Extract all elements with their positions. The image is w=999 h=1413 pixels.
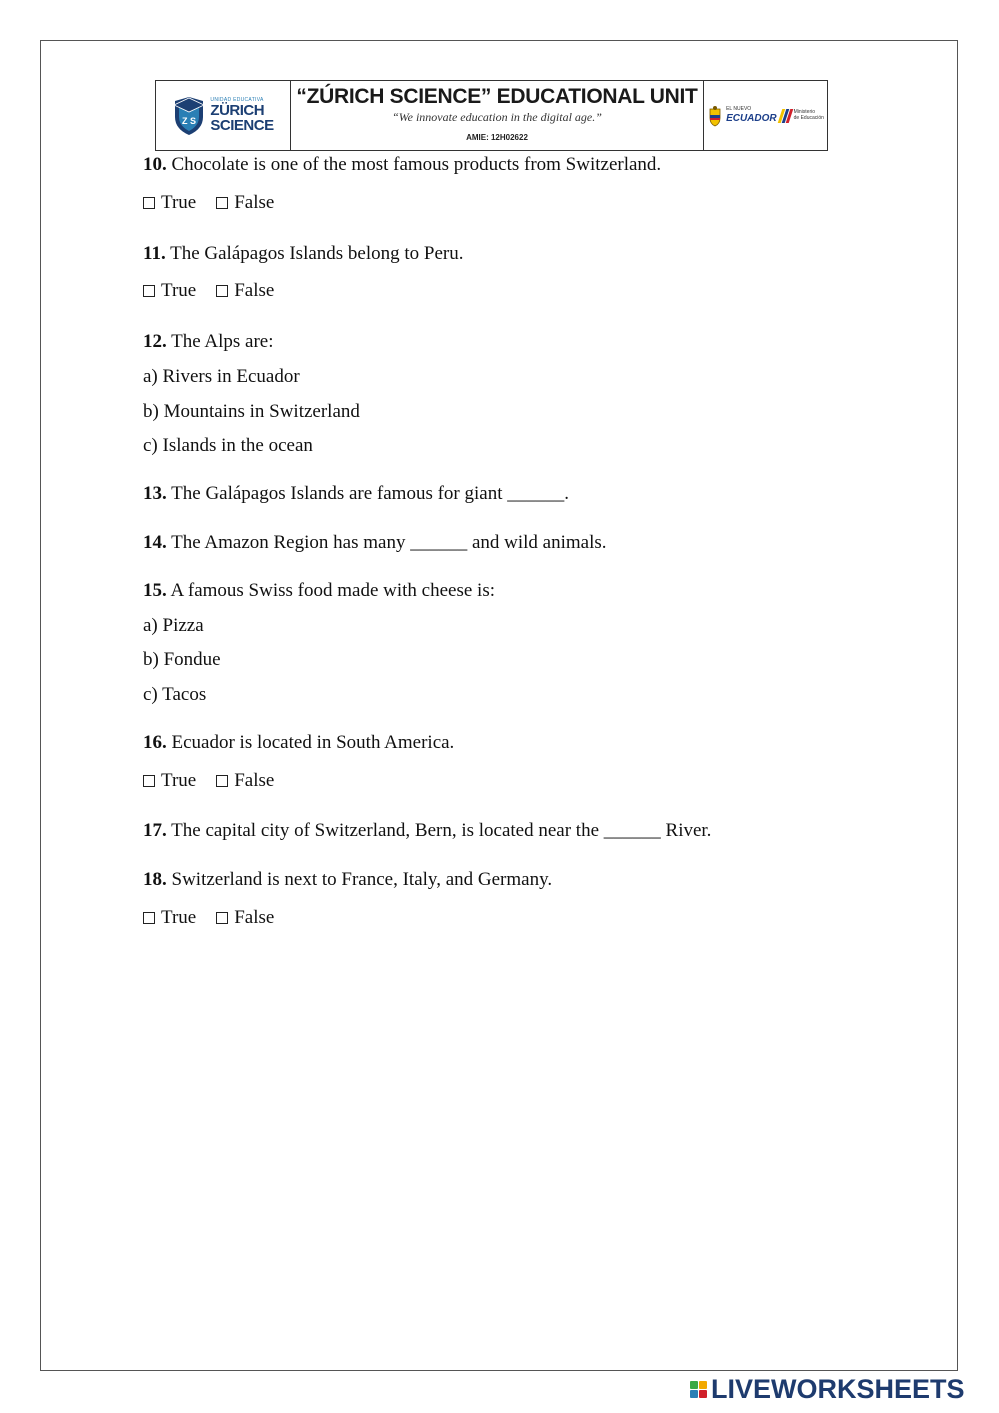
choice-15c[interactable]: c) Tacos	[143, 684, 207, 705]
false-checkbox[interactable]	[216, 285, 228, 297]
question-13	[143, 483, 569, 505]
question-text: The Galápagos Islands are famous for giant ______.	[166, 483, 569, 504]
ecuador-text: ECUADOR	[726, 112, 777, 124]
question-number: 18.	[143, 869, 167, 890]
false-checkbox[interactable]	[216, 197, 228, 209]
school-amie: AMIE: 12H02622	[466, 133, 528, 142]
ministry-logo	[704, 81, 827, 150]
question-11	[143, 243, 464, 265]
true-checkbox[interactable]	[143, 197, 155, 209]
question-text: Chocolate is one of the most famous products from Switzerland.	[166, 154, 662, 175]
option-label: False	[234, 192, 275, 213]
question-number: 15.	[143, 580, 167, 601]
ecuador-small: EL NUEVO	[726, 106, 752, 113]
true-checkbox[interactable]	[143, 285, 155, 297]
ministry-line2: de Educación	[793, 114, 824, 121]
question-17	[143, 820, 711, 842]
school-motto: “We innovate education in the digital age.”	[392, 110, 602, 124]
option-label: True	[161, 192, 197, 213]
liveworksheets-brand	[690, 1374, 965, 1404]
question-number: 14.	[143, 532, 167, 553]
choice-15a[interactable]: a) Pizza	[143, 615, 204, 636]
question-10	[143, 154, 661, 176]
question-text: The Amazon Region has many ______ and wild animals.	[166, 532, 607, 553]
question-number: 12.	[143, 331, 167, 352]
option-label: False	[234, 280, 275, 301]
choice-15b[interactable]: b) Fondue	[143, 649, 221, 670]
question-12	[143, 331, 274, 353]
question-number: 10.	[143, 154, 167, 175]
tf-options-11	[143, 280, 274, 302]
question-18	[143, 869, 552, 891]
option-label: False	[234, 770, 275, 791]
choice-12b[interactable]: b) Mountains in Switzerland	[143, 401, 360, 422]
question-text: Switzerland is next to France, Italy, and Germany.	[166, 869, 553, 890]
true-checkbox[interactable]	[143, 912, 155, 924]
option-label: True	[161, 770, 197, 791]
logo-small-text: UNIDAD EDUCATIVA	[210, 97, 264, 103]
true-checkbox[interactable]	[143, 775, 155, 787]
false-checkbox[interactable]	[216, 912, 228, 924]
brand-text: LIVEWORKSHEETS	[711, 1373, 965, 1404]
flag-stripes	[780, 109, 791, 123]
question-number: 17.	[143, 820, 167, 841]
ministry-line1: Ministerio	[793, 109, 816, 115]
coat-of-arms-icon	[707, 105, 723, 127]
option-label: True	[161, 907, 197, 928]
question-text: The Galápagos Islands belong to Peru.	[165, 243, 464, 264]
school-header	[155, 80, 828, 151]
question-text: The capital city of Switzerland, Bern, is located near the ______ River.	[166, 820, 712, 841]
option-label: True	[161, 280, 197, 301]
tf-options-18	[143, 907, 274, 929]
logo-line1: ZÜRICH	[210, 102, 265, 119]
school-title: “ZÚRICH SCIENCE” EDUCATIONAL UNIT	[296, 85, 698, 108]
tf-options-16	[143, 770, 274, 792]
tf-options-10	[143, 192, 274, 214]
question-15	[143, 580, 495, 602]
option-label: False	[234, 907, 275, 928]
logo-line2: SCIENCE	[210, 117, 274, 134]
choice-12a[interactable]: a) Rivers in Ecuador	[143, 366, 300, 387]
question-text: The Alps are:	[166, 331, 274, 352]
liveworksheets-icon	[690, 1381, 707, 1398]
shield-icon	[172, 95, 206, 137]
false-checkbox[interactable]	[216, 775, 228, 787]
question-text: Ecuador is located in South America.	[166, 732, 455, 753]
school-logo	[156, 81, 291, 150]
logo-initials: Z S	[182, 115, 197, 126]
question-number: 13.	[143, 483, 167, 504]
question-14	[143, 532, 607, 554]
question-number: 16.	[143, 732, 167, 753]
choice-12c[interactable]: c) Islands in the ocean	[143, 435, 313, 456]
question-number: 11.	[143, 243, 166, 264]
question-text: A famous Swiss food made with cheese is:	[166, 580, 495, 601]
question-16	[143, 732, 454, 754]
